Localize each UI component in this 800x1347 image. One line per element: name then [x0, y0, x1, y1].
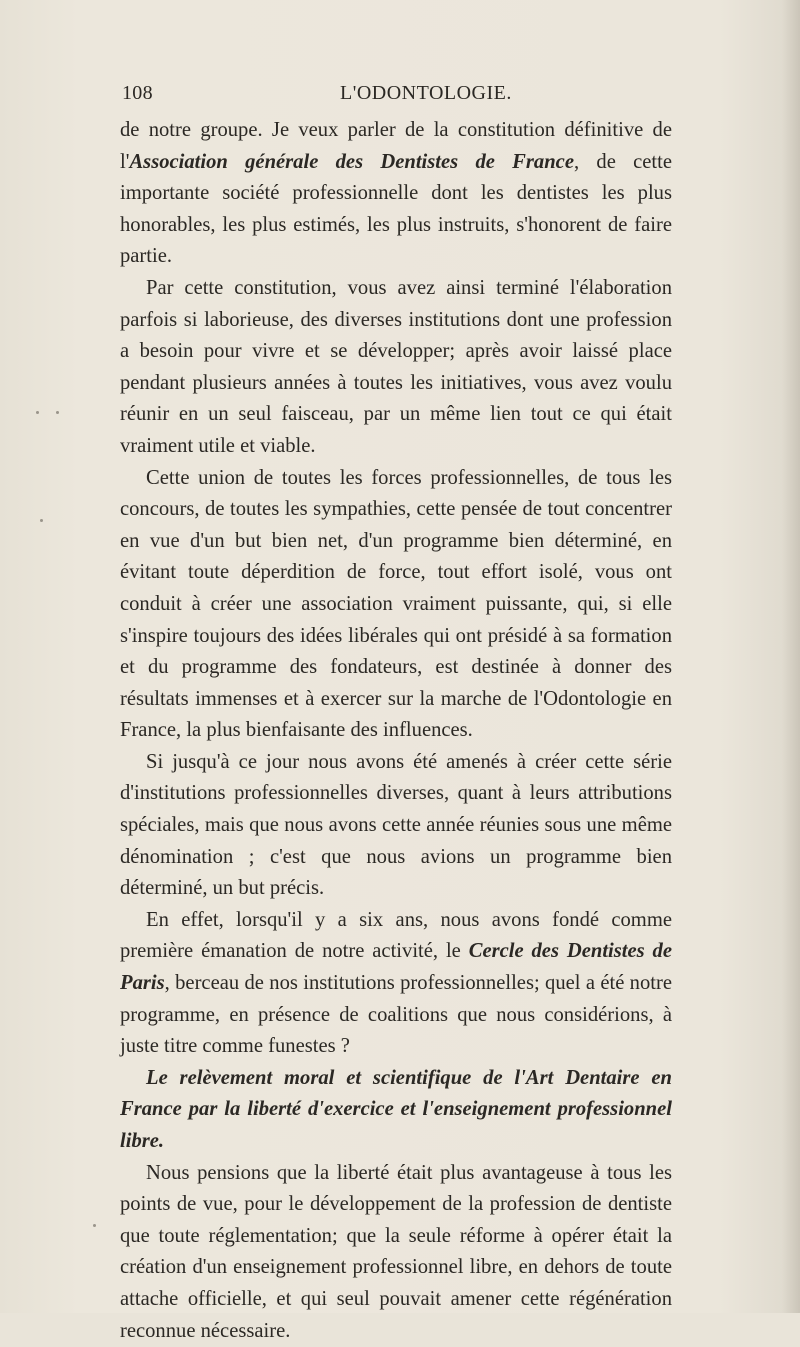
running-title: L'ODONTOLOGIE. — [340, 82, 512, 104]
association-name: Association générale des Dentistes de France — [129, 150, 574, 173]
paragraph-5-start: En effet, lorsqu'il y a six ans, nous avons fondé comme première émanation de notre activité, le — [120, 908, 672, 963]
paragraph-4: Si jusqu'à ce jour nous avons été amenés à créer cette série d'institutions professionnelles diverses, quant à leurs attributions spéciales, mais que nous avons cette année réunies sous une même dénomination ; c'est que nous avions un programme bien déterminé, un but précis. — [120, 750, 672, 900]
paragraph-6: Nous pensions que la liberté était plus avantageuse à tous les points de vue, pour le développement de la profession de dentiste que toute réglementation; que la seule réforme à opérer était la création d'un enseignement professionnel libre, en dehors de toute attache officielle, et qui seul pouvait amener cette régénération reconnue nécessaire. — [120, 1161, 672, 1342]
page-number: 108 — [122, 82, 153, 104]
paper-speck — [93, 1224, 96, 1227]
paper-speck — [56, 411, 59, 414]
motto-paragraph: Le relèvement moral et scientifique de l'Art Dentaire en France par la liberté d'exercice et l'enseignement professionnel libre. — [120, 1066, 672, 1152]
paragraph-1 — [120, 115, 672, 273]
running-header — [122, 82, 667, 112]
page-edge-shadow — [782, 0, 800, 1313]
paper-speck — [40, 519, 43, 522]
paragraph-3: Cette union de toutes les forces professionnelles, de tous les concours, de toutes les sympathies, cette pensée de tout concentrer en vue d'un but bien net, d'un programme bien déterminé, en évitant toute déperdition de force, tout effort isolé, vous ont conduit à créer une association vraiment puissante, qui, si elle s'inspire toujours des idées libérales qui ont présidé à sa formation et du programme des fondateurs, est destinée à donner des résultats immenses et à exercer sur la marche de l'Odontologie en France, la plus bienfaisante des influences. — [120, 466, 672, 742]
paragraph-1-text: de notre groupe. Je veux parler de la constitution définitive de l' — [120, 119, 672, 173]
cercle-name: Cercle des Dentistes de Paris — [120, 940, 672, 995]
paragraph-1-end: , de cette importante société professionnelle dont les dentistes les plus honorables, les plus estimés, les plus instruits, s'honorent de faire partie. — [120, 150, 672, 268]
paragraph-5-end: , berceau de nos institutions professionnelles; quel a été notre programme, en présence de coalitions que nous considérions, à juste titre comme funestes ? — [120, 972, 672, 1058]
paragraph-5 — [120, 905, 672, 1063]
paper-speck — [36, 411, 39, 414]
body-text — [120, 115, 672, 1347]
paragraph-2: Par cette constitution, vous avez ainsi terminé l'élaboration parfois si laborieuse, des diverses institutions dont une profession a besoin pour vivre et se développer; après avoir laissé place pendant plusieurs années à toutes les initiatives, vous avez voulu réunir en un seul faisceau, par un même lien tout ce qui était vraiment utile et viable. — [120, 276, 672, 457]
